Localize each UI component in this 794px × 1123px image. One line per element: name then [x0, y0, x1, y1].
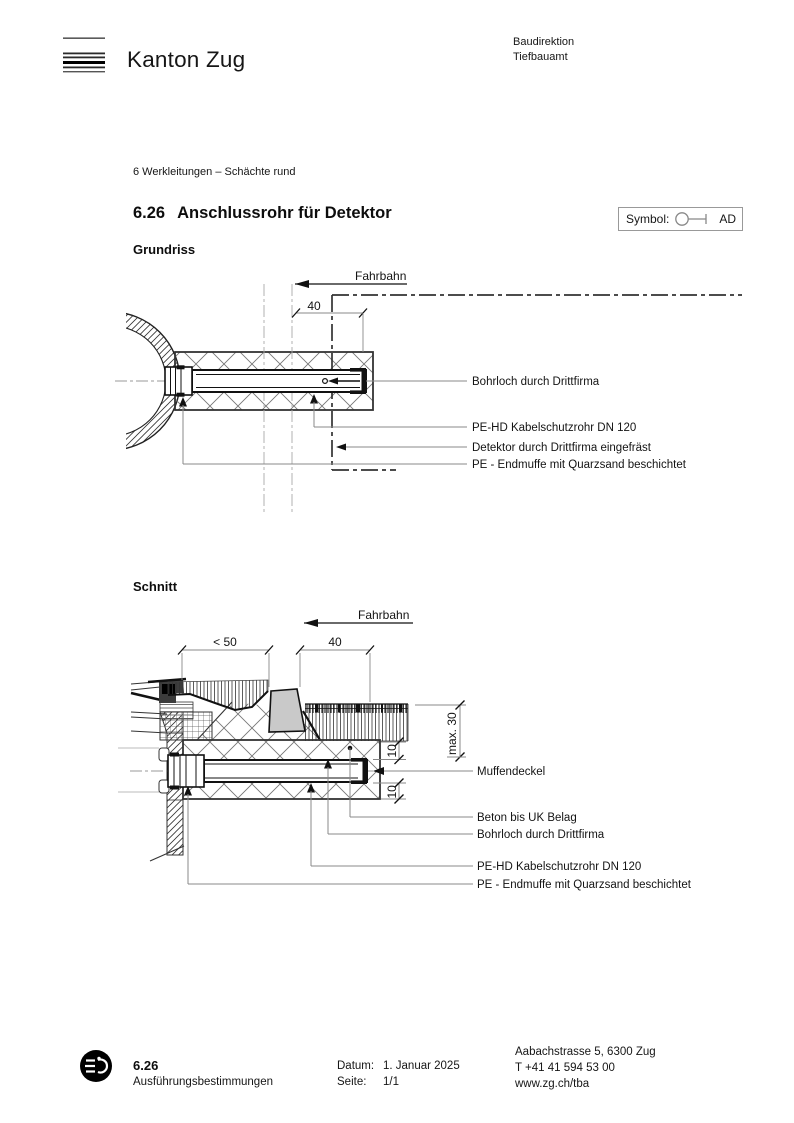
breadcrumb: 6 Werkleitungen – Schächte rund — [133, 166, 296, 178]
zug-footer-logo-icon — [80, 1050, 114, 1084]
schnitt-label-bohrloch: Bohrloch durch Drittfirma — [477, 829, 605, 841]
title-text: Anschlussrohr für Detektor — [177, 204, 392, 222]
cable-pipe-section — [204, 758, 367, 784]
footer-date-label: Datum: — [337, 1060, 375, 1072]
schnitt-dim-40 — [296, 635, 374, 702]
footer-page-value: 1/1 — [383, 1076, 399, 1088]
end-sleeve-plan — [165, 365, 192, 396]
schnitt-dim-40-text: 40 — [328, 635, 342, 649]
grundriss-label-rohr: PE-HD Kabelschutzrohr DN 120 — [472, 422, 637, 434]
schnitt-dim-lt50 — [178, 635, 273, 687]
schnitt-dim-10-bottom-text: 10 — [385, 785, 399, 799]
footer-date-value: 1. Januar 2025 — [383, 1060, 460, 1072]
schnitt-fahrbahn-dim — [304, 608, 413, 627]
title-number: 6.26 — [133, 204, 166, 222]
footer-phone: T +41 41 594 53 00 — [515, 1062, 615, 1074]
schnitt-label-endmuffe: PE - Endmuffe mit Quarzsand beschichtet — [477, 879, 691, 891]
grundriss-fahrbahn-dim — [295, 269, 407, 288]
grundriss-dim-40 — [292, 299, 367, 352]
schnitt-label-rohr: PE-HD Kabelschutzrohr DN 120 — [477, 861, 642, 873]
schnitt-dim-lt50-text: < 50 — [213, 635, 237, 649]
footer-address: Aabachstrasse 5, 6300 Zug — [515, 1046, 656, 1058]
end-sleeve-section — [168, 753, 204, 790]
grundriss-labels — [472, 376, 687, 471]
grundriss-label-bohrloch: Bohrloch durch Drittfirma — [472, 376, 600, 388]
footer-page-label: Seite: — [337, 1076, 367, 1088]
schnitt-labels — [477, 766, 692, 891]
grundriss-label-detektor: Detektor durch Drittfirma eingefräst — [472, 442, 651, 454]
schnitt-label-beton: Beton bis UK Belag — [477, 812, 577, 824]
schnitt-drawing — [118, 608, 692, 891]
pavement-band — [305, 704, 408, 741]
detector-block — [269, 689, 305, 732]
org-name: Kanton Zug — [127, 47, 246, 72]
schnitt-dim-max30 — [415, 701, 466, 762]
schnitt-label-muffendeckel: Muffendeckel — [477, 766, 546, 778]
grundriss-drawing — [42, 269, 742, 513]
grundriss-label-endmuffe: PE - Endmuffe mit Quarzsand beschichtet — [472, 459, 686, 471]
grundriss-fahrbahn-label: Fahrbahn — [355, 269, 407, 283]
schnitt-dim-10-top-text: 10 — [385, 744, 399, 758]
grundriss-dim-40-text: 40 — [307, 299, 321, 313]
grundriss-heading: Grundriss — [133, 242, 196, 257]
symbol-code: AD — [719, 212, 737, 226]
department-line2: Tiefbauamt — [513, 51, 568, 63]
footer-website: www.zg.ch/tba — [515, 1078, 590, 1090]
schnitt-dim-max30-text: max. 30 — [445, 712, 459, 755]
schnitt-fahrbahn-label: Fahrbahn — [358, 608, 410, 622]
footer-doc-number: 6.26 — [133, 1058, 159, 1073]
symbol-label: Symbol: — [626, 212, 670, 226]
levelling-block — [160, 702, 193, 719]
department-line1: Baudirektion — [513, 36, 575, 48]
footer-doc-type: Ausführungsbestimmungen — [133, 1076, 273, 1088]
schnitt-heading: Schnitt — [133, 579, 178, 594]
